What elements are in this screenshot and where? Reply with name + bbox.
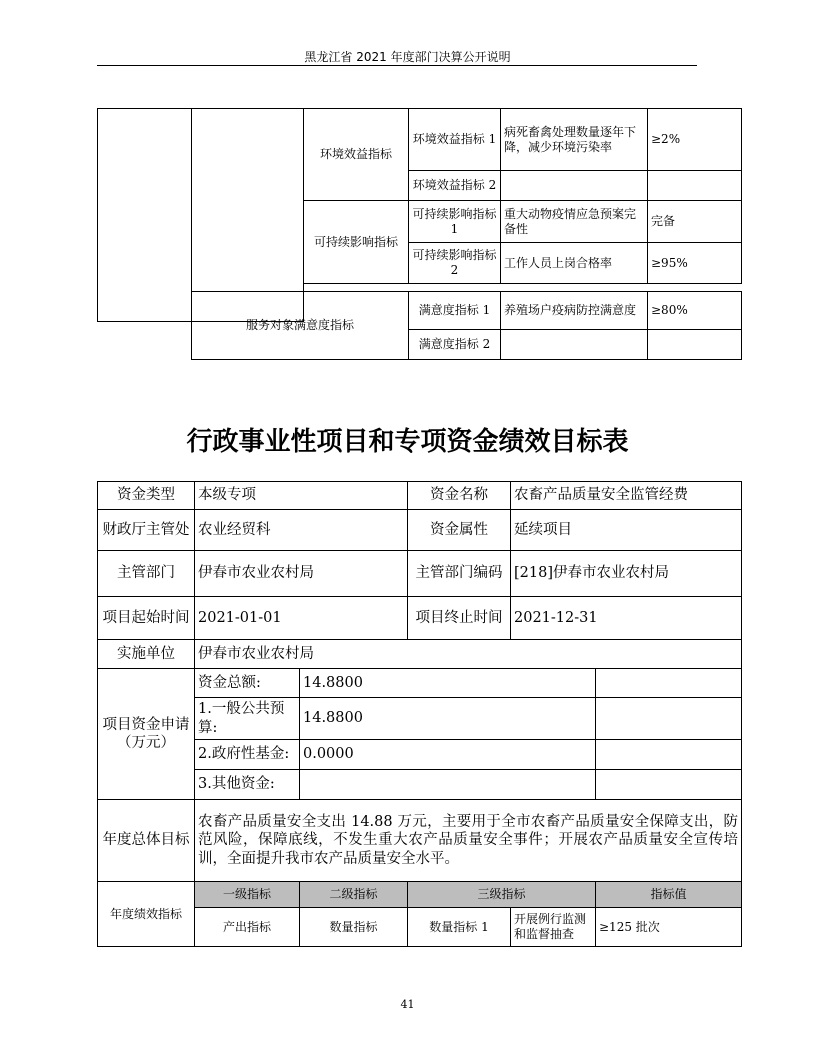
env-indicator-name: 环境效益指标 1 xyxy=(409,109,501,171)
apply-label: 项目资金申请 xyxy=(102,716,190,733)
page-title: 行政事业性项目和专项资金绩效目标表 xyxy=(186,427,629,457)
fund-name-value: 农畜产品质量安全监管经费 xyxy=(511,482,742,510)
sat-indicator-content xyxy=(501,330,648,360)
total-value: 14.8800 xyxy=(300,669,596,698)
gov-blank xyxy=(596,740,742,770)
fund-type-label: 资金类型 xyxy=(98,482,195,510)
admin-code-label: 主管部门编码 xyxy=(408,551,511,597)
indicator-continuation-table xyxy=(97,108,742,322)
fund-name-label: 资金名称 xyxy=(408,482,511,510)
general-blank xyxy=(596,698,742,740)
env-indicator-value: ≥2% xyxy=(648,109,742,171)
sus-indicator-value: ≥95% xyxy=(648,243,742,284)
satisfaction-table xyxy=(191,291,742,360)
admin-value: 伊春市农业农村局 xyxy=(195,551,408,597)
sat-indicator-name: 满意度指标 1 xyxy=(409,292,501,330)
env-indicator-content: 病死畜禽处理数量逐年下降，减少环境污染率 xyxy=(501,109,648,171)
other-fund-label: 3.其他资金: xyxy=(195,770,300,800)
goal-label: 年度总体目标 xyxy=(98,800,195,882)
fund-type-value: 本级专项 xyxy=(195,482,408,510)
other-blank xyxy=(596,770,742,800)
env-indicator-name: 环境效益指标 2 xyxy=(409,171,501,201)
blank-level2-cell xyxy=(192,109,304,322)
sat-category: 服务对象满意度指标 xyxy=(192,292,409,360)
sat-indicator-name: 满意度指标 2 xyxy=(409,330,501,360)
env-category: 环境效益指标 xyxy=(304,109,409,201)
level1-header: 一级指标 xyxy=(195,882,300,908)
general-budget-value: 14.8800 xyxy=(300,698,596,740)
unit-label: 实施单位 xyxy=(98,640,195,669)
perf-label: 年度绩效指标 xyxy=(98,882,195,947)
indicator-content-cell: 开展例行监测和监督抽查 xyxy=(511,908,596,947)
sus-category: 可持续影响指标 xyxy=(304,201,409,284)
admin-label: 主管部门 xyxy=(98,551,195,597)
page-header-title: 黑龙江省 2021 年度部门决算公开说明 xyxy=(304,50,511,64)
admin-code-value: [218]伊春市农业农村局 xyxy=(511,551,742,597)
sus-indicator-content: 工作人员上岗合格率 xyxy=(501,243,648,284)
page-number: 41 xyxy=(400,998,415,1011)
dept-value: 农业经贸科 xyxy=(195,510,408,551)
header-rule xyxy=(97,65,697,66)
unit-value: 伊春市农业农村局 xyxy=(195,640,742,669)
level3-header: 三级指标 xyxy=(408,882,596,908)
level1-cell: 产出指标 xyxy=(195,908,300,947)
gov-fund-value: 0.0000 xyxy=(300,740,596,770)
total-label: 资金总额: xyxy=(195,669,300,698)
sus-indicator-name: 可持续影响指标 2 xyxy=(409,243,501,284)
level3-cell: 数量指标 1 xyxy=(408,908,511,947)
start-date-label: 项目起始时间 xyxy=(98,597,195,640)
apply-unit: （万元） xyxy=(117,735,175,751)
performance-target-table xyxy=(97,481,742,947)
sus-indicator-name: 可持续影响指标 1 xyxy=(409,201,501,243)
sat-indicator-value xyxy=(648,330,742,360)
sus-indicator-content: 重大动物疫情应急预案完备性 xyxy=(501,201,648,243)
apply-label-cell xyxy=(98,669,195,800)
env-indicator-content xyxy=(501,171,648,201)
other-fund-value xyxy=(300,770,596,800)
sus-indicator-value: 完备 xyxy=(648,201,742,243)
end-date-label: 项目终止时间 xyxy=(408,597,511,640)
indicator-value-cell: ≥125 批次 xyxy=(596,908,742,947)
env-indicator-value xyxy=(648,171,742,201)
start-date-value: 2021-01-01 xyxy=(195,597,408,640)
sat-indicator-content: 养殖场户疫病防控满意度 xyxy=(501,292,648,330)
dept-label: 财政厅主管处 xyxy=(98,510,195,551)
level2-header: 二级指标 xyxy=(300,882,408,908)
total-blank xyxy=(596,669,742,698)
blank-level1-cell xyxy=(98,109,192,322)
gov-fund-label: 2.政府性基金: xyxy=(195,740,300,770)
attr-value: 延续项目 xyxy=(511,510,742,551)
end-date-value: 2021-12-31 xyxy=(511,597,742,640)
general-budget-label: 1.一般公共预算: xyxy=(195,698,300,740)
level2-cell: 数量指标 xyxy=(300,908,408,947)
value-header: 指标值 xyxy=(596,882,742,908)
goal-text: 农畜产品质量安全支出 14.88 万元，主要用于全市农畜产品质量安全保障支出，防范风险，保障底线，不发生重大农产品质量安全事件；开展农产品质量安全宣传培训，全面提升我市农产品质量安全水平。 xyxy=(195,800,742,882)
sat-indicator-value: ≥80% xyxy=(648,292,742,330)
attr-label: 资金属性 xyxy=(408,510,511,551)
